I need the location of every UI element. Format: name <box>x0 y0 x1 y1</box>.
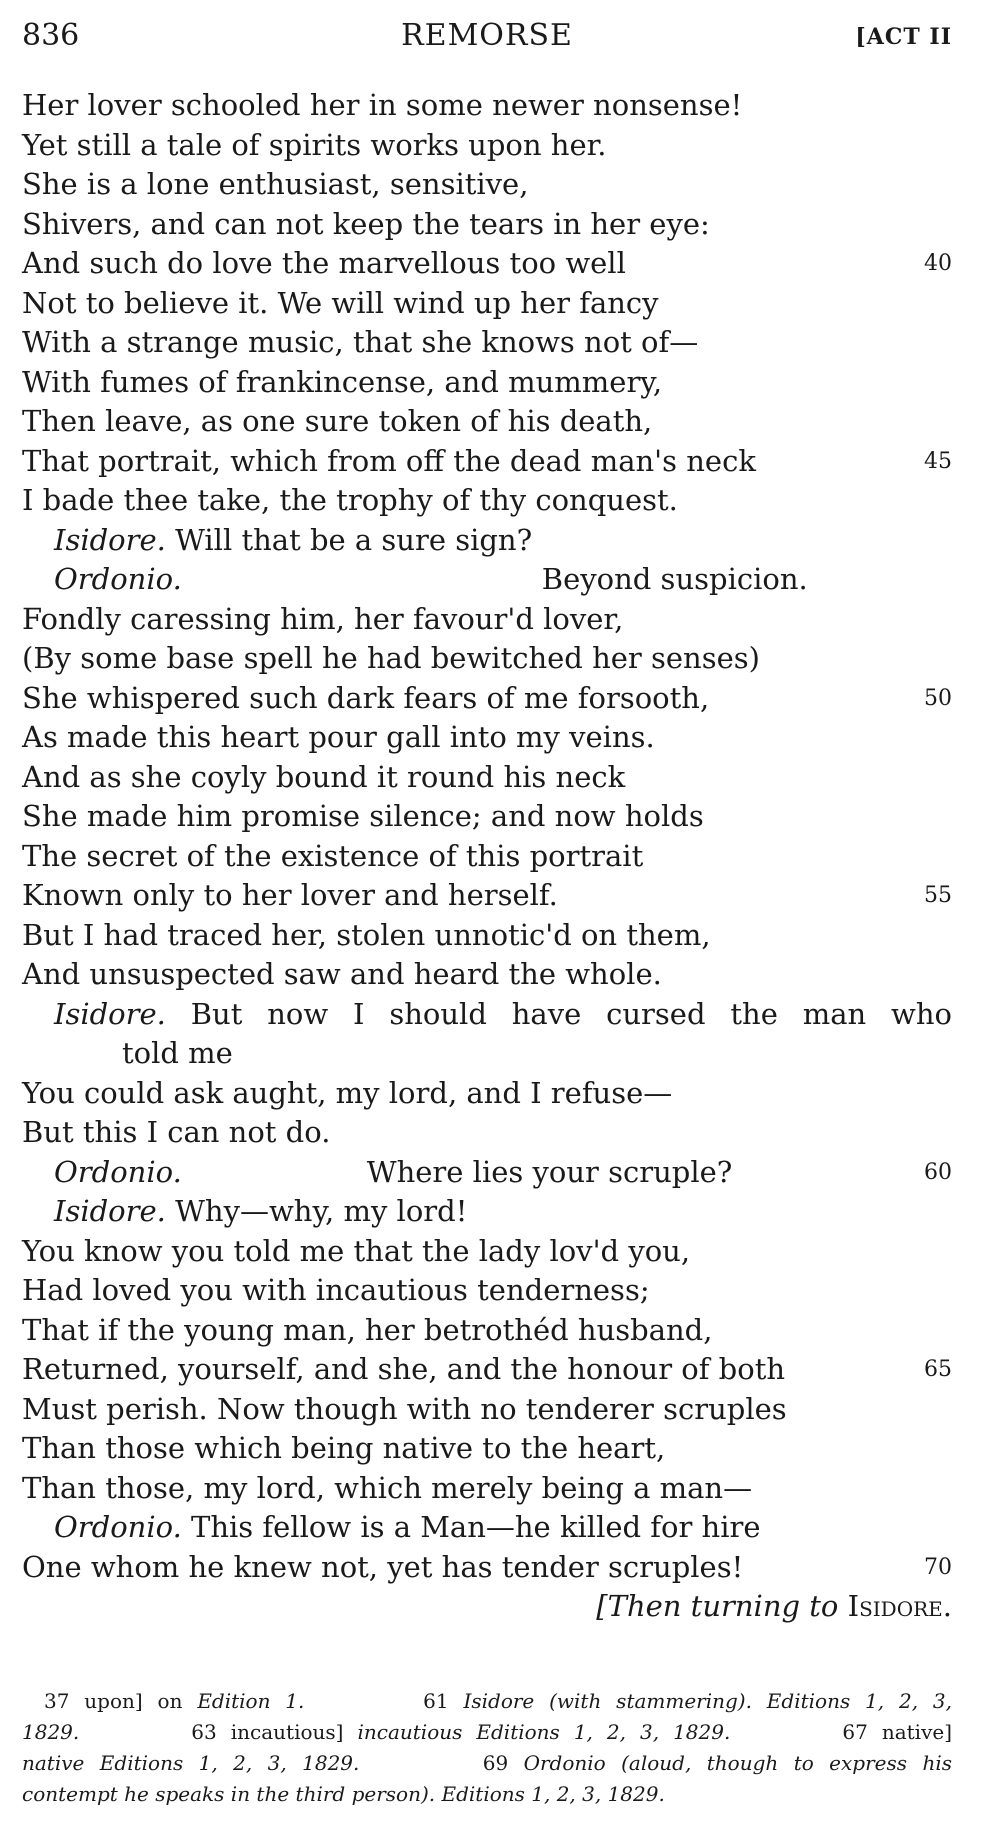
footnote-segment: contempt he speaks in the third person). Editions 1, 2, 3, 1829. <box>22 1782 665 1806</box>
verse-line <box>22 165 952 205</box>
verse-text: Shivers, and can not keep the tears in her eye: <box>22 206 710 241</box>
verse-text: As made this heart pour gall into my veins. <box>22 720 655 754</box>
verse-line <box>22 1113 952 1153</box>
footnote-segment: 1829. <box>22 1720 80 1744</box>
footnote-segment: Ordonio (aloud, though to express his <box>523 1751 952 1775</box>
verse-line <box>22 1469 952 1509</box>
speaker-name: Isidore. <box>54 996 166 1031</box>
stage-direction <box>22 1587 952 1627</box>
verse-text: Beyond suspicion. <box>541 562 808 596</box>
speaker-name: Isidore. <box>54 522 166 557</box>
footnotes <box>22 1686 952 1810</box>
act-label: [ACT II <box>855 24 952 50</box>
verse-line <box>22 797 952 837</box>
verse-text: Then leave, as one sure token of his death, <box>22 404 653 438</box>
verse-text: Fondly caressing him, her favour'd lover, <box>22 601 624 636</box>
verse-line <box>22 284 952 324</box>
verse-line <box>22 1311 952 1351</box>
verse-text: This fellow is a Man—he killed for hire <box>181 1510 761 1544</box>
verse-text: Must perish. Now though with no tenderer scruples <box>22 1391 787 1426</box>
speaker-name: Ordonio. <box>54 1154 182 1189</box>
verse-line <box>22 955 952 995</box>
verse-text: But this I can not do. <box>22 1115 331 1149</box>
line-number: 55 <box>924 883 952 908</box>
line-number: 65 <box>924 1357 952 1382</box>
verse-text: Why—why, my lord! <box>165 1194 468 1228</box>
verse-line <box>22 758 952 798</box>
verse-line <box>22 600 952 640</box>
verse-text: Yet still a tale of spirits works upon her. <box>22 127 607 162</box>
verse-line <box>22 521 952 561</box>
verse-text: And as she coyly bound it round his neck <box>22 759 626 794</box>
verse-line <box>22 679 952 719</box>
verse-line <box>22 244 952 284</box>
verse-line <box>22 481 952 521</box>
verse-line <box>22 402 952 442</box>
verse-line <box>22 1429 952 1469</box>
verse-line <box>22 205 952 245</box>
verse-line <box>22 639 952 679</box>
stage-direction-text: [Then turning to <box>596 1589 848 1623</box>
verse-line <box>22 1232 952 1272</box>
verse-text: Than those which being native to the heart, <box>22 1431 666 1465</box>
footnote-segment: 37 upon] on <box>44 1689 198 1713</box>
line-number: 40 <box>924 251 952 276</box>
verse-line <box>22 1034 952 1074</box>
line-number: 50 <box>924 685 952 711</box>
footnote-segment: 67 native] <box>730 1720 953 1744</box>
footnote-segment: 69 <box>359 1751 524 1775</box>
verse-text: But now I should have cursed the man who <box>165 996 952 1031</box>
verse-text: Where lies your scruple? <box>366 1154 733 1189</box>
verse-line <box>22 363 952 403</box>
verse-line <box>22 1192 952 1232</box>
verse-text: And unsuspected saw and heard the whole. <box>22 957 662 991</box>
verse-text: The secret of the existence of this portrait <box>22 838 644 873</box>
verse-line <box>22 1153 952 1193</box>
verse-line <box>22 1548 952 1588</box>
page-number: 836 <box>22 18 80 53</box>
verse-line <box>22 876 952 916</box>
verse-text: Returned, yourself, and she, and the honour of both <box>22 1352 786 1386</box>
verse-line <box>22 718 952 758</box>
footnote-segment: Isidore (with stammering). Editions 1, 2, 3, <box>463 1689 953 1713</box>
footnote-line <box>22 1748 952 1779</box>
verse-text: Her lover schooled her in some newer nonsense! <box>22 88 743 122</box>
footnote-line <box>22 1686 952 1717</box>
footnote-segment: native Editions 1, 2, 3, 1829. <box>22 1751 360 1775</box>
verse-text: I bade thee take, the trophy of thy conquest. <box>22 483 678 517</box>
verse-line <box>22 1350 952 1390</box>
speaker-name: Ordonio. <box>54 562 182 596</box>
verse-text: But I had traced her, stolen unnotic'd on them, <box>22 917 711 952</box>
verse-text: And such do love the marvellous too well <box>22 246 626 280</box>
running-title: REMORSE <box>401 18 573 53</box>
line-number: 60 <box>924 1159 952 1185</box>
footnote-segment: incautious Editions 1, 2, 3, 1829. <box>357 1720 731 1744</box>
footnote-segment: 61 <box>304 1689 464 1713</box>
verse-line <box>22 1587 952 1627</box>
running-header <box>22 18 952 62</box>
verse-text: That portrait, which from off the dead man's neck <box>22 443 756 478</box>
verse-line <box>22 837 952 877</box>
verse-text: With fumes of frankincense, and mummery, <box>22 364 663 399</box>
verse-line <box>22 1271 952 1311</box>
verse-text: One whom he knew not, yet has tender scruples! <box>22 1549 744 1584</box>
verse-text: She made him promise silence; and now holds <box>22 799 704 833</box>
line-number: 70 <box>924 1554 952 1580</box>
speaker-name: Ordonio. <box>54 1510 182 1544</box>
footnote-line <box>22 1779 952 1810</box>
verse-text: She whispered such dark fears of me forsooth, <box>22 680 710 715</box>
speaker-name: Isidore. <box>54 1194 166 1228</box>
verse-line <box>22 323 952 363</box>
verse-text: You know you told me that the lady lov'd you, <box>22 1233 691 1268</box>
verse-text: Known only to her lover and herself. <box>22 878 558 912</box>
verse-text: You could ask aught, my lord, and I refuse— <box>22 1075 673 1110</box>
verse-text: Will that be a sure sign? <box>165 522 533 557</box>
verse-text: She is a lone enthusiast, sensitive, <box>22 167 529 201</box>
verse-line <box>22 995 952 1035</box>
verse-line <box>22 126 952 166</box>
verse-line <box>22 916 952 956</box>
verse-line <box>22 560 952 600</box>
verse-text: With a strange music, that she knows not of— <box>22 325 699 359</box>
verse-text: Than those, my lord, which merely being a man— <box>22 1470 753 1505</box>
footnote-line <box>22 1717 952 1748</box>
footnote-segment: Edition 1. <box>197 1689 305 1713</box>
stage-direction-character: Isidore. <box>847 1589 952 1623</box>
verse-text: Had loved you with incautious tenderness; <box>22 1273 650 1307</box>
verse-text: That if the young man, her betrothéd husband, <box>22 1312 713 1347</box>
verse-line <box>22 1390 952 1430</box>
verse-body <box>22 86 952 1627</box>
verse-line <box>22 86 952 126</box>
line-number: 45 <box>924 448 952 474</box>
verse-text: (By some base spell he had bewitched her senses) <box>22 641 760 675</box>
verse-line <box>22 1508 952 1548</box>
footnote-segment: 63 incautious] <box>79 1720 358 1744</box>
verse-text: Not to believe it. We will wind up her fancy <box>22 285 659 320</box>
verse-text: told me <box>122 1036 233 1070</box>
verse-line <box>22 1074 952 1114</box>
verse-line <box>22 442 952 482</box>
